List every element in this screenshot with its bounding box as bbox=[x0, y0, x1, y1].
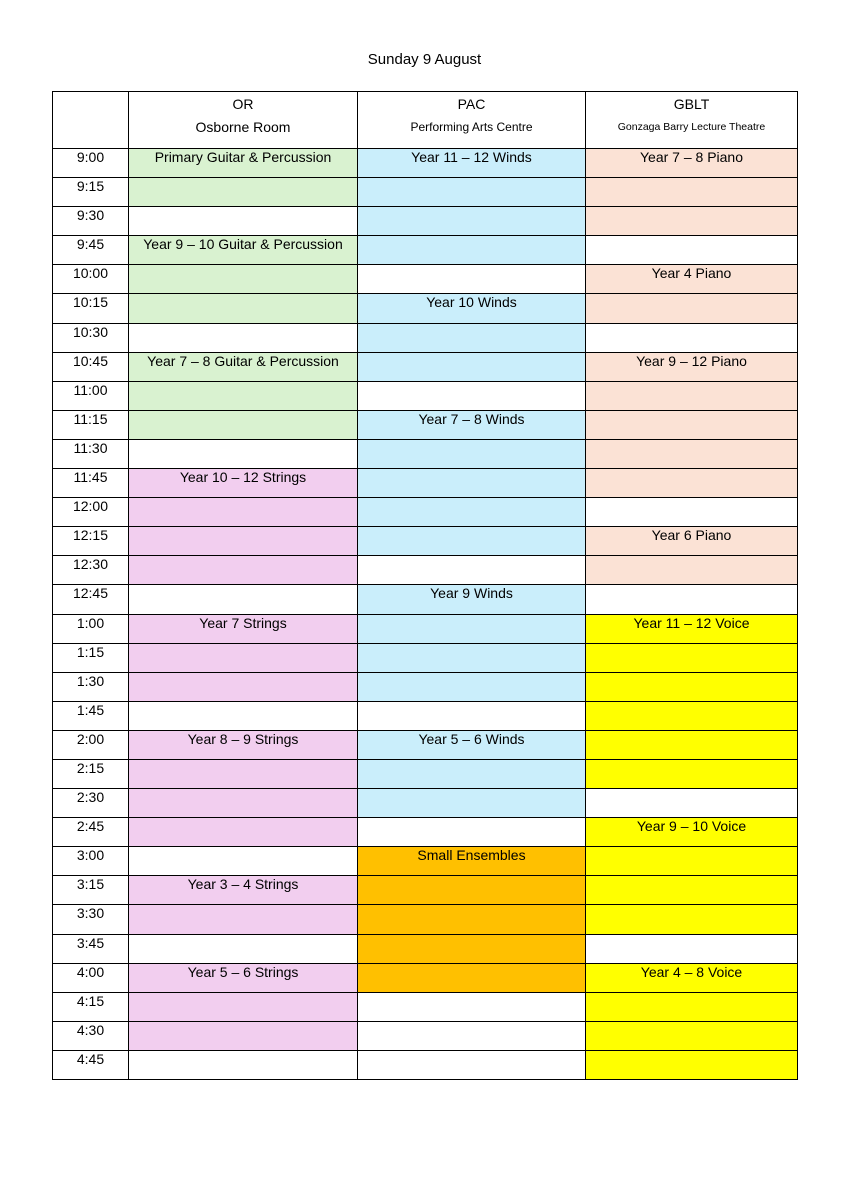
time-slot-row bbox=[53, 847, 798, 876]
time-label: 2:30 bbox=[53, 789, 129, 818]
or-cell: Year 10 – 12 Strings bbox=[129, 469, 358, 498]
time-label: 10:15 bbox=[53, 294, 129, 323]
gblt-cell bbox=[586, 847, 798, 876]
time-label: 3:15 bbox=[53, 876, 129, 905]
pac-cell bbox=[358, 207, 586, 236]
pac-cell bbox=[358, 381, 586, 410]
time-label: 4:45 bbox=[53, 1050, 129, 1079]
time-label: 4:00 bbox=[53, 963, 129, 992]
time-slot-row bbox=[53, 323, 798, 352]
pac-cell bbox=[358, 818, 586, 847]
gblt-cell bbox=[586, 789, 798, 818]
pac-cell bbox=[358, 178, 586, 207]
time-label: 9:15 bbox=[53, 178, 129, 207]
gblt-cell bbox=[586, 556, 798, 585]
pac-cell: Small Ensembles bbox=[358, 847, 586, 876]
time-slot-row bbox=[53, 439, 798, 468]
gblt-cell bbox=[586, 207, 798, 236]
time-slot-row bbox=[53, 789, 798, 818]
pac-cell bbox=[358, 352, 586, 381]
gblt-cell bbox=[586, 643, 798, 672]
time-slot-row bbox=[53, 730, 798, 759]
time-label: 12:15 bbox=[53, 527, 129, 556]
or-cell bbox=[129, 789, 358, 818]
gblt-cell bbox=[586, 410, 798, 439]
or-cell bbox=[129, 905, 358, 934]
time-label: 2:15 bbox=[53, 759, 129, 788]
gblt-cell bbox=[586, 294, 798, 323]
or-cell bbox=[129, 410, 358, 439]
time-slot-row bbox=[53, 1021, 798, 1050]
pac-cell bbox=[358, 614, 586, 643]
pac-cell bbox=[358, 556, 586, 585]
column-code: PAC bbox=[457, 96, 486, 112]
column-name: Osborne Room bbox=[195, 119, 291, 135]
time-label: 12:00 bbox=[53, 498, 129, 527]
column-header-pac bbox=[358, 92, 586, 149]
gblt-cell bbox=[586, 1050, 798, 1079]
or-cell bbox=[129, 498, 358, 527]
time-label: 1:00 bbox=[53, 614, 129, 643]
time-slot-row bbox=[53, 818, 798, 847]
time-slot-row bbox=[53, 701, 798, 730]
pac-cell bbox=[358, 759, 586, 788]
gblt-cell bbox=[586, 178, 798, 207]
gblt-cell bbox=[586, 672, 798, 701]
time-label: 4:30 bbox=[53, 1021, 129, 1050]
column-header-gblt bbox=[586, 92, 798, 149]
or-cell bbox=[129, 265, 358, 294]
time-slot-row bbox=[53, 556, 798, 585]
or-cell bbox=[129, 643, 358, 672]
pac-cell: Year 7 – 8 Winds bbox=[358, 410, 586, 439]
time-label: 3:30 bbox=[53, 905, 129, 934]
or-cell bbox=[129, 934, 358, 963]
or-cell bbox=[129, 1050, 358, 1079]
pac-cell bbox=[358, 498, 586, 527]
time-label: 12:45 bbox=[53, 585, 129, 614]
pac-cell bbox=[358, 236, 586, 265]
or-cell: Year 8 – 9 Strings bbox=[129, 730, 358, 759]
column-code: GBLT bbox=[673, 96, 710, 112]
pac-cell: Year 11 – 12 Winds bbox=[358, 149, 586, 178]
time-slot-row bbox=[53, 498, 798, 527]
or-cell bbox=[129, 207, 358, 236]
gblt-cell bbox=[586, 439, 798, 468]
time-header bbox=[53, 92, 129, 149]
time-slot-row bbox=[53, 294, 798, 323]
gblt-cell bbox=[586, 730, 798, 759]
time-label: 3:00 bbox=[53, 847, 129, 876]
gblt-cell: Year 6 Piano bbox=[586, 527, 798, 556]
pac-cell bbox=[358, 992, 586, 1021]
time-slot-row bbox=[53, 876, 798, 905]
time-slot-row bbox=[53, 381, 798, 410]
column-header-or bbox=[129, 92, 358, 149]
time-slot-row bbox=[53, 149, 798, 178]
time-slot-row bbox=[53, 178, 798, 207]
time-label: 11:00 bbox=[53, 381, 129, 410]
or-cell bbox=[129, 992, 358, 1021]
or-cell bbox=[129, 585, 358, 614]
pac-cell bbox=[358, 876, 586, 905]
gblt-cell bbox=[586, 905, 798, 934]
or-cell bbox=[129, 381, 358, 410]
pac-cell bbox=[358, 905, 586, 934]
pac-cell bbox=[358, 789, 586, 818]
or-cell bbox=[129, 672, 358, 701]
time-slot-row bbox=[53, 469, 798, 498]
or-cell bbox=[129, 294, 358, 323]
or-cell bbox=[129, 323, 358, 352]
page-title: Sunday 9 August bbox=[367, 51, 482, 68]
pac-cell bbox=[358, 1050, 586, 1079]
time-slot-row bbox=[53, 527, 798, 556]
time-slot-row bbox=[53, 992, 798, 1021]
time-label: 12:30 bbox=[53, 556, 129, 585]
time-slot-row bbox=[53, 905, 798, 934]
time-slot-row bbox=[53, 207, 798, 236]
pac-cell bbox=[358, 527, 586, 556]
column-name: Gonzaga Barry Lecture Theatre bbox=[617, 121, 766, 133]
time-label: 10:00 bbox=[53, 265, 129, 294]
pac-cell bbox=[358, 934, 586, 963]
pac-cell bbox=[358, 963, 586, 992]
time-label: 9:30 bbox=[53, 207, 129, 236]
time-label: 11:30 bbox=[53, 439, 129, 468]
time-slot-row bbox=[53, 934, 798, 963]
gblt-cell bbox=[586, 876, 798, 905]
gblt-cell bbox=[586, 585, 798, 614]
pac-cell: Year 10 Winds bbox=[358, 294, 586, 323]
gblt-cell bbox=[586, 934, 798, 963]
time-slot-row bbox=[53, 236, 798, 265]
pac-cell bbox=[358, 643, 586, 672]
column-name: Performing Arts Centre bbox=[410, 120, 533, 134]
or-cell: Year 3 – 4 Strings bbox=[129, 876, 358, 905]
pac-cell bbox=[358, 701, 586, 730]
gblt-cell bbox=[586, 236, 798, 265]
or-cell bbox=[129, 818, 358, 847]
gblt-cell: Year 7 – 8 Piano bbox=[586, 149, 798, 178]
gblt-cell: Year 9 – 10 Voice bbox=[586, 818, 798, 847]
or-cell bbox=[129, 759, 358, 788]
time-slot-row bbox=[53, 614, 798, 643]
gblt-cell: Year 4 Piano bbox=[586, 265, 798, 294]
gblt-cell bbox=[586, 469, 798, 498]
or-cell bbox=[129, 701, 358, 730]
gblt-cell bbox=[586, 1021, 798, 1050]
or-cell: Primary Guitar & Percussion bbox=[129, 149, 358, 178]
time-label: 9:00 bbox=[53, 149, 129, 178]
time-slot-row bbox=[53, 352, 798, 381]
or-cell bbox=[129, 1021, 358, 1050]
time-label: 3:45 bbox=[53, 934, 129, 963]
time-slot-row bbox=[53, 410, 798, 439]
time-slot-row bbox=[53, 585, 798, 614]
time-slot-row bbox=[53, 963, 798, 992]
time-label: 11:45 bbox=[53, 469, 129, 498]
time-label: 9:45 bbox=[53, 236, 129, 265]
or-cell bbox=[129, 527, 358, 556]
gblt-cell: Year 9 – 12 Piano bbox=[586, 352, 798, 381]
header-row bbox=[53, 92, 798, 149]
or-cell bbox=[129, 847, 358, 876]
or-cell: Year 7 – 8 Guitar & Percussion bbox=[129, 352, 358, 381]
time-label: 4:15 bbox=[53, 992, 129, 1021]
pac-cell bbox=[358, 672, 586, 701]
pac-cell: Year 5 – 6 Winds bbox=[358, 730, 586, 759]
time-slot-row bbox=[53, 265, 798, 294]
pac-cell bbox=[358, 1021, 586, 1050]
column-code: OR bbox=[232, 96, 254, 112]
time-label: 1:30 bbox=[53, 672, 129, 701]
or-cell: Year 5 – 6 Strings bbox=[129, 963, 358, 992]
gblt-cell bbox=[586, 381, 798, 410]
gblt-cell bbox=[586, 759, 798, 788]
pac-cell bbox=[358, 265, 586, 294]
time-label: 11:15 bbox=[53, 410, 129, 439]
time-label: 1:15 bbox=[53, 643, 129, 672]
time-slot-row bbox=[53, 643, 798, 672]
or-cell bbox=[129, 556, 358, 585]
pac-cell: Year 9 Winds bbox=[358, 585, 586, 614]
gblt-cell bbox=[586, 701, 798, 730]
time-label: 2:00 bbox=[53, 730, 129, 759]
gblt-cell: Year 11 – 12 Voice bbox=[586, 614, 798, 643]
or-cell bbox=[129, 178, 358, 207]
gblt-cell: Year 4 – 8 Voice bbox=[586, 963, 798, 992]
time-label: 1:45 bbox=[53, 701, 129, 730]
or-cell: Year 9 – 10 Guitar & Percussion bbox=[129, 236, 358, 265]
time-label: 2:45 bbox=[53, 818, 129, 847]
time-label: 10:45 bbox=[53, 352, 129, 381]
time-slot-row bbox=[53, 672, 798, 701]
pac-cell bbox=[358, 439, 586, 468]
time-slot-row bbox=[53, 759, 798, 788]
gblt-cell bbox=[586, 992, 798, 1021]
or-cell bbox=[129, 439, 358, 468]
gblt-cell bbox=[586, 498, 798, 527]
gblt-cell bbox=[586, 323, 798, 352]
pac-cell bbox=[358, 323, 586, 352]
pac-cell bbox=[358, 469, 586, 498]
time-slot-row bbox=[53, 1050, 798, 1079]
schedule-table bbox=[52, 91, 798, 1080]
time-label: 10:30 bbox=[53, 323, 129, 352]
or-cell: Year 7 Strings bbox=[129, 614, 358, 643]
